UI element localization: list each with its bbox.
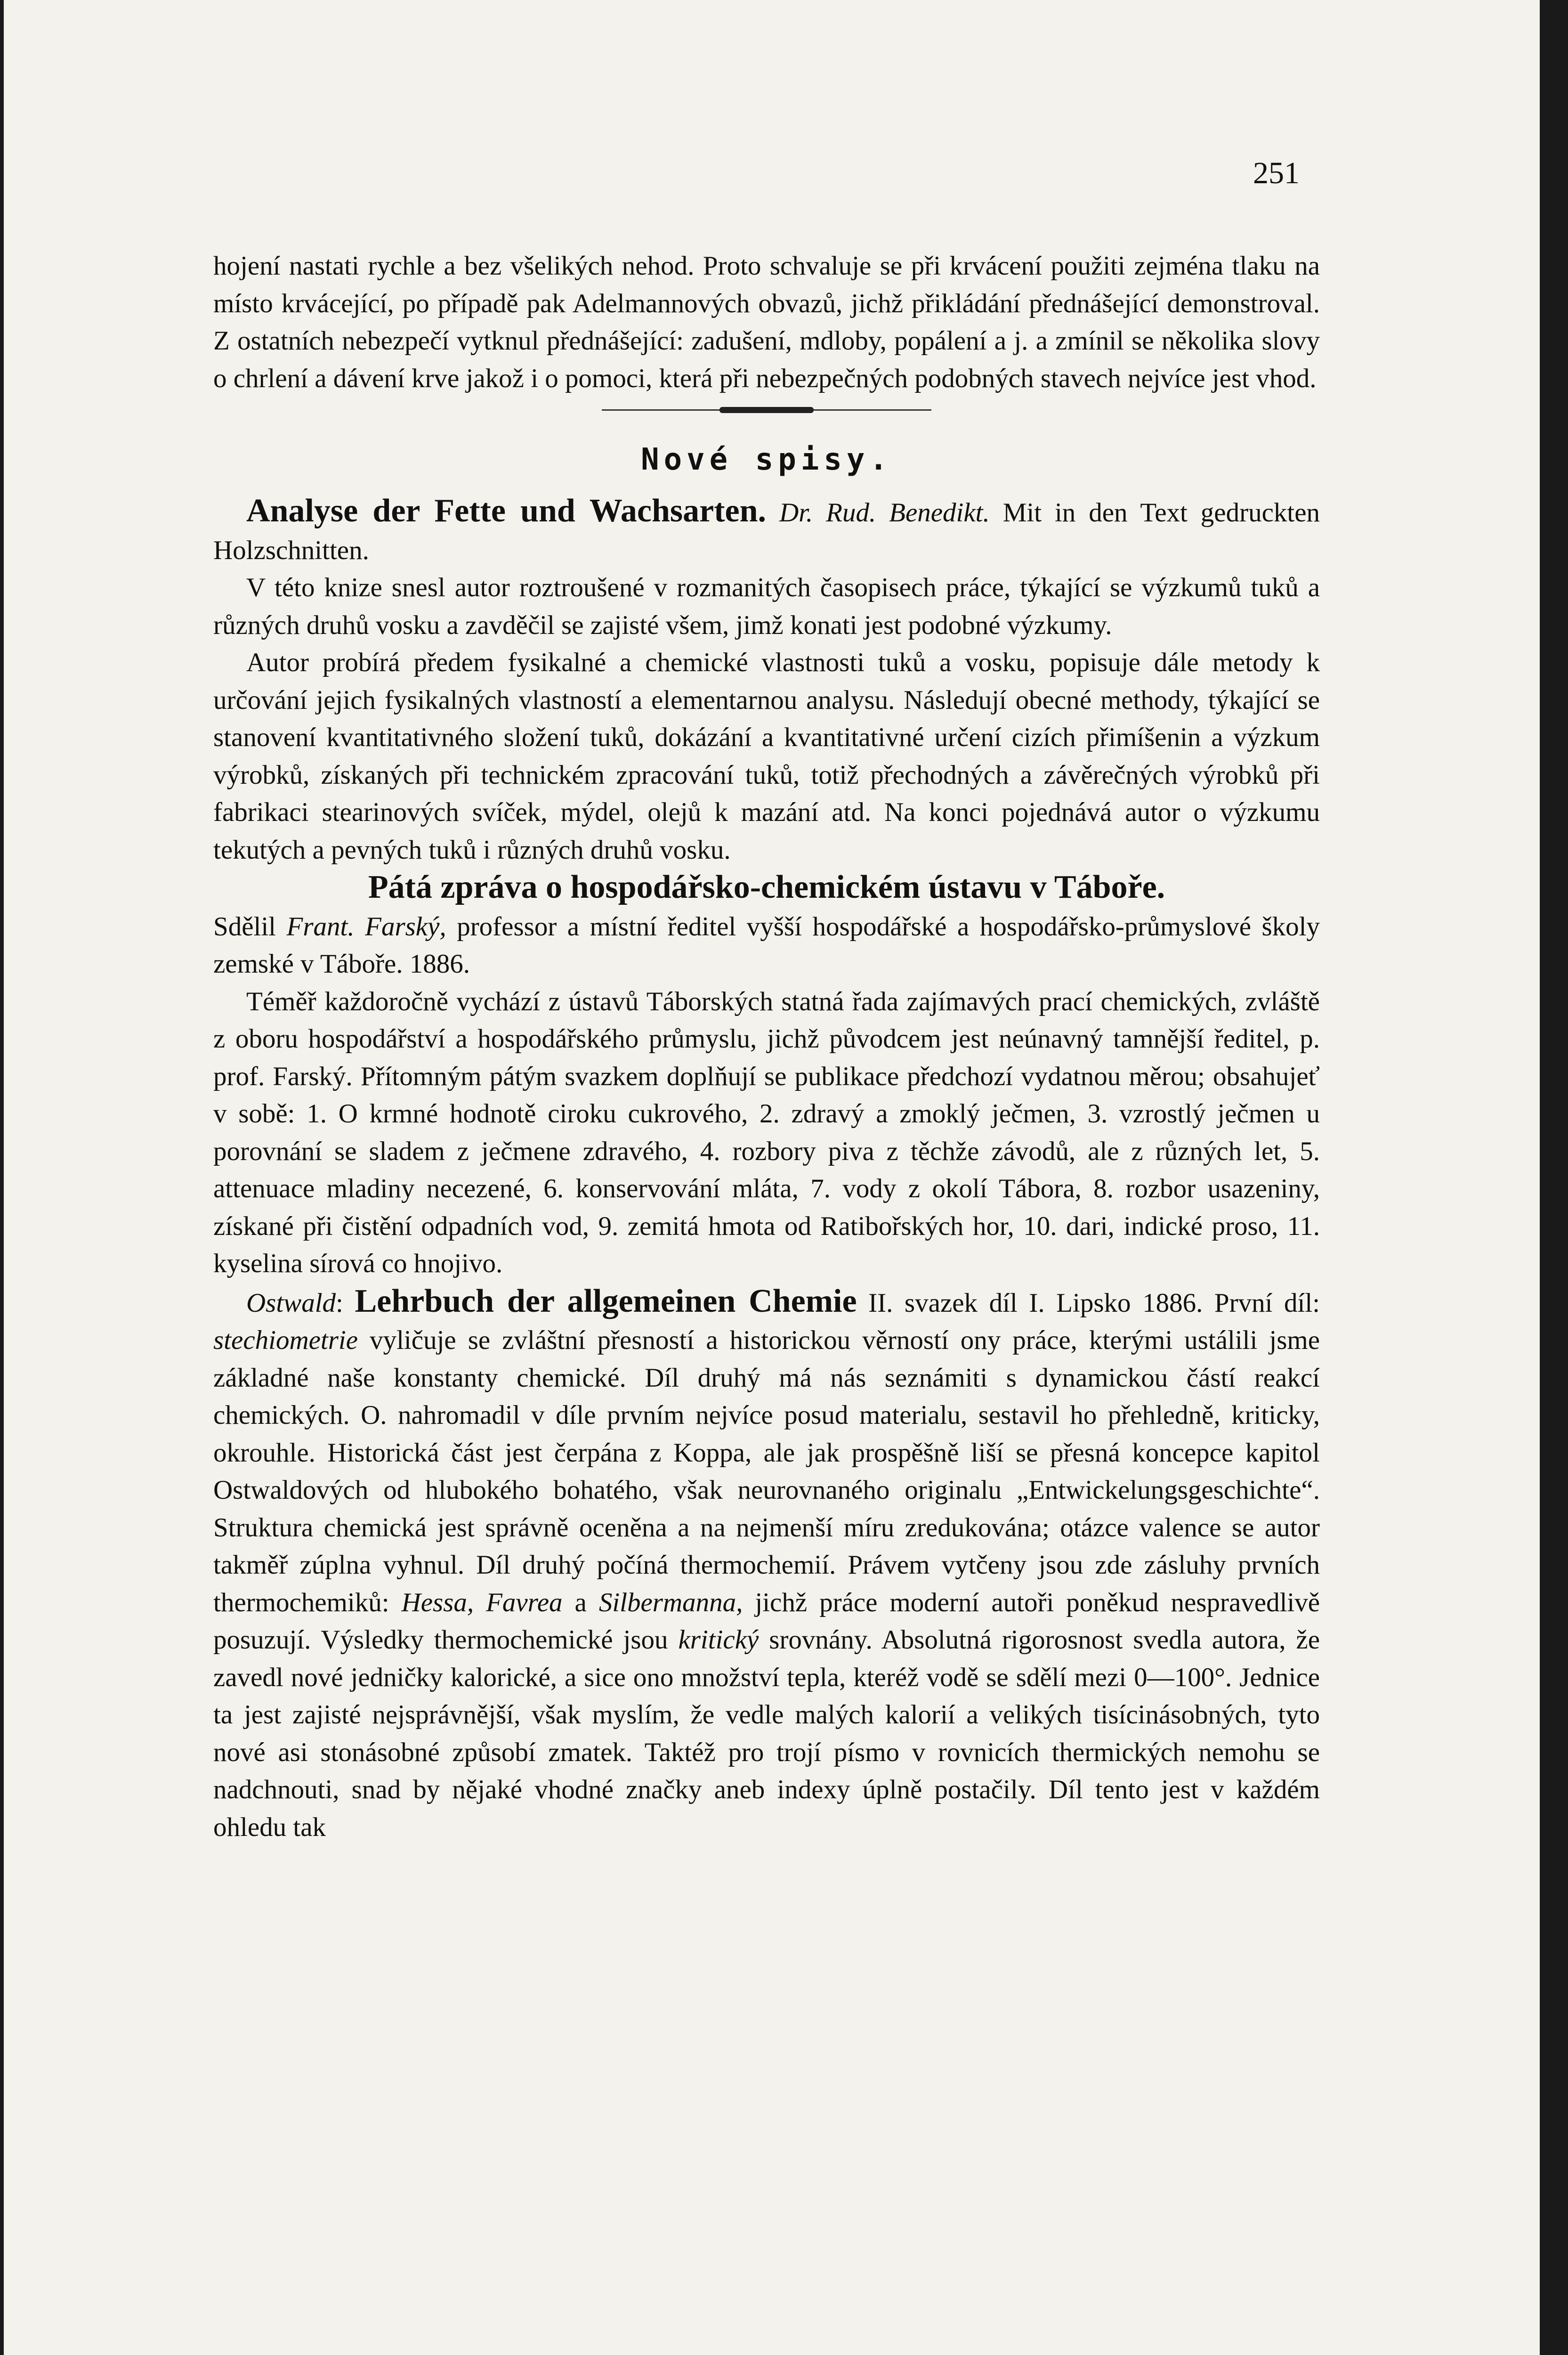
entry1-paragraph-2: Autor probírá předem fysikalné a chemické vlastnosti tuků a vosku, popisuje dále metody k určování jejich fysikalných vlastností a elementarnou analysu. Následují obecné methody, týkající se stanovení kvantitativného složení tuků, dokázání a kvantitativné určení cizích přimíšenin a výzkum výrobků, získaných při technickém zpracování tuků, totiž přechodných a závěrečných výrobků při fabrikaci stearinových svíček, mýdel, olejů k mazání atd. Na konci pojednává autor o výzkumu tekutých a pevných tuků i různých druhů vosku. [213,648,1320,865]
entry3-title: Lehrbuch der allgemeinen Chemie [355,1283,857,1319]
entry3-name-last: Silbermanna, [598,1587,743,1617]
entry3-term-kriticky: kritický [678,1625,759,1655]
entry1-paragraph-1: V této knize snesl autor roztroušené v rozmanitých časopisech práce, týkající se výzkumů tuků a různých druhů vosku a zavděčil se zajisté všem, jimž konati jest podobné výzkumy. [213,573,1320,640]
page-number: 251 [1253,156,1300,190]
entry3-names: Hessa, Favrea [401,1587,563,1617]
entry1-subtitle: Mit in den Text gedruckten Holzschnitten. [213,498,1320,565]
entry2-author: Frant. Farský, [286,911,446,942]
entry3-text-2: vyličuje se zvláštní přesností a historickou věrností ony práce, kterými ustálili jsme základné naše konstanty chemické. Díl druhý má nás seznámiti s dynamickou částí reakcí chemických. O. nahromadil v díle prvním nejvíce posud materialu, sestavil ho přehledně, kriticky, okrouhle. Historická část jest čerpána z Koppa, ale jak prospěšně liší se přesná koncepce kapitol Ostwaldových od hlubokého bohatého, však neurovnaného originalu „Entwickelungsgeschichte“. Struktura chemická jest správně oceněna a na nejmenší míru zredukována; otázce valence se autor takměř zúplna vyhnul. Díl druhý počíná thermochemií. Právem vytčeny jsou zde zásluhy prvních thermochemiků: [213,1325,1320,1617]
entry3-paragraph [213,1283,1320,1846]
entry3-text-4: srovnány. Absolutná rigorosnost svedla autora, že zavedl nové jedničky kalorické, a sice ono množství tepla, kteréž vodě se sdělí mezi 0—100°. Jednice ta jest zajisté nejsprávnější, však myslím, že vedle malých kalorií a velikých tisícinásobných, tyto nové asi stonásobné způsobí zmatek. Taktéž pro trojí písmo v rovnicích thermických nemohu se nadchnouti, snad by nějaké vhodné značky aneb indexy úplně postačily. Díl tento jest v každém ohledu tak [213,1625,1320,1842]
page-content [213,247,1320,1846]
entry1-heading [213,492,1320,569]
entry3-text-3: jichž práce moderní autoři poněkud nespravedlivě posuzují. Výsledky thermochemické jsou [213,1587,1320,1655]
entry3-term-stechiometrie: stechiometrie [213,1325,358,1355]
entry1-author: Dr. Rud. Benedikt. [779,498,990,528]
entry3-author: Ostwald [246,1288,336,1318]
entry1-title: Analyse der Fette und Wachsarten. [246,493,767,529]
entry2-paragraph-1: Téměř každoročně vychází z ústavů Táborských statná řada zajímavých prací chemických, zvláště z oboru hospodářství a hospodářského průmyslu, jichž původcem jest neúnavný tamnější ředitel, p. prof. Farský. Přítomným pátým svazkem doplňují se publikace předchozí vydatnou měrou; obsahujeť v sobě: 1. O krmné hodnotě ciroku cukrového, 2. zdravý a zmoklý ječmen, 3. vzrostlý ječmen u porovnání se sladem z ječmene zdravého, 4. rozbory piva z těchže závodů, ale z různých let, 5. attenuace mladiny necezené, 6. konservování mláta, 7. vody z okolí Tábora, 8. rozbor usazeniny, získané při čistění odpadních vod, 9. zemitá hmota od Ratibořských hor, 10. dari, indické proso, 11. kyselina sírová co hnojivo. [213,986,1320,1278]
entry2-title: Pátá zpráva o hospodářsko-chemickém ústavu v Táboře. [368,869,1165,905]
intro-paragraph: hojení nastati rychle a bez všelikých nehod. Proto schvaluje se při krvácení použiti zejména tlaku na místo krvácející, po případě pak Adelmannových obvazů, jichž přikládání přednášející demonstroval. Z ostatních nebezpečí vytknul přednášející: zadušení, mdloby, popálení a j. a zmínil se několika slovy o chrlení a dávení krve jakož i o pomoci, která při nebezpečných podobných stavech nejvíce jest vhod. [213,251,1320,393]
entry2-heading [213,869,1320,908]
entry3-colon: : [336,1288,343,1318]
entry2-byline [213,908,1320,983]
section-title: Nové spisy. [641,442,892,477]
entry3-and: a [574,1587,587,1617]
book-page [4,0,1540,2355]
entry2-by-prefix: Sdělil [213,911,276,942]
section-divider [602,399,931,420]
entry2-byline-rest: professor a místní ředitel vyšší hospodářské a hospodářsko-průmyslové školy zemské v Táboře. 1886. [213,911,1320,979]
entry3-text-1: II. svazek díl I. Lipsko 1886. První díl: [868,1288,1320,1318]
